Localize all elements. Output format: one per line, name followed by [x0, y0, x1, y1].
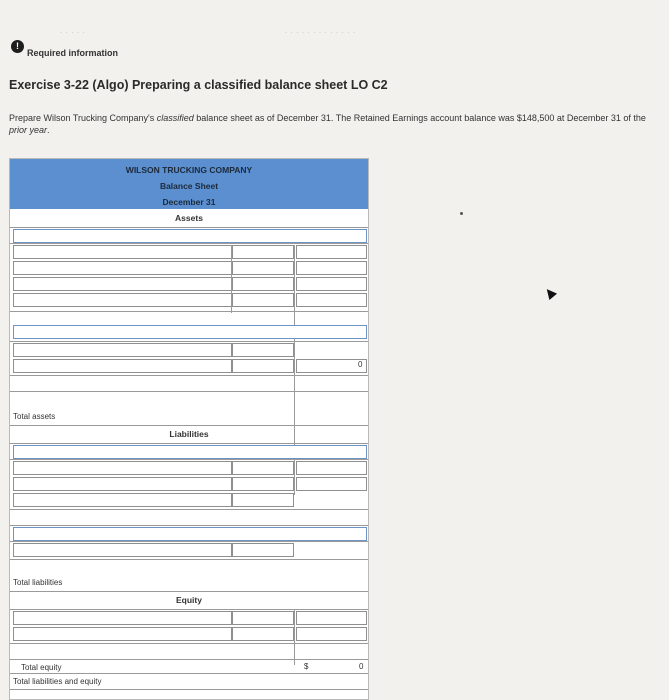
- total-equity-label: Total equity: [21, 663, 62, 672]
- liability-account-input[interactable]: [13, 543, 232, 557]
- asset-category-input[interactable]: [13, 229, 367, 243]
- liability-amount-input[interactable]: [232, 477, 294, 491]
- asset-amount-input[interactable]: [232, 359, 294, 373]
- liability-account-input[interactable]: [13, 493, 232, 507]
- row-divider: [10, 341, 368, 342]
- row-divider: [10, 659, 368, 660]
- liability-amount-input[interactable]: [232, 461, 294, 475]
- exercise-title: Exercise 3-22 (Algo) Preparing a classified balance sheet LO C2: [9, 78, 388, 92]
- total-assets-label: Total assets: [13, 412, 56, 421]
- required-information-label[interactable]: Required information: [27, 48, 119, 58]
- row-divider: [10, 673, 368, 674]
- row-divider: [10, 609, 368, 610]
- row-divider: [10, 443, 368, 444]
- column-divider: [231, 245, 232, 313]
- statement-name: Balance Sheet: [159, 181, 219, 191]
- total-liabilities-label: Total liabilities: [13, 578, 63, 587]
- row-divider: [10, 391, 368, 392]
- row-divider: [10, 459, 368, 460]
- liability-account-input[interactable]: [13, 461, 232, 475]
- row-divider: [10, 559, 368, 560]
- liabilities-heading: Liabilities: [169, 429, 209, 439]
- equity-account-input[interactable]: [13, 627, 232, 641]
- equity-heading: Equity: [176, 595, 202, 605]
- equity-amount-input[interactable]: [232, 627, 294, 641]
- asset-total-input[interactable]: [296, 277, 367, 291]
- statement-date: December 31: [162, 197, 216, 207]
- row-divider: [10, 227, 368, 228]
- row-divider: [10, 375, 368, 376]
- total-liabilities-equity-label: Total liabilities and equity: [13, 677, 102, 686]
- assets-subtotal-value: 0: [358, 360, 363, 369]
- liability-category-input[interactable]: [13, 445, 367, 459]
- exercise-prompt: Prepare Wilson Trucking Company's classified balance sheet as of December 31. The Retained Earnings account balance was $148,500 at December 31 of the prior year.: [9, 113, 646, 135]
- faded-header-text-right: · · · · · · · · · · · · ·: [285, 30, 356, 36]
- asset-total-input[interactable]: [296, 293, 367, 307]
- asset-category-input[interactable]: [13, 325, 367, 339]
- assets-heading: Assets: [175, 213, 203, 223]
- liability-account-input[interactable]: [13, 477, 232, 491]
- row-divider: [10, 689, 368, 690]
- asset-account-input[interactable]: [13, 359, 232, 373]
- asset-amount-input[interactable]: [232, 277, 294, 291]
- asset-account-input[interactable]: [13, 343, 232, 357]
- asset-amount-input[interactable]: [232, 261, 294, 275]
- stray-mark: [460, 212, 463, 215]
- total-liabilities-equity-currency: $: [304, 662, 309, 671]
- liability-total-input[interactable]: [296, 477, 367, 491]
- row-divider: [10, 541, 368, 542]
- liability-amount-input[interactable]: [232, 543, 294, 557]
- equity-total-input[interactable]: [296, 611, 367, 625]
- row-divider: [10, 591, 368, 592]
- asset-total-input[interactable]: [296, 261, 367, 275]
- info-circle-icon: !: [11, 40, 24, 53]
- row-divider: [10, 525, 368, 526]
- equity-account-input[interactable]: [13, 611, 232, 625]
- asset-amount-input[interactable]: [232, 293, 294, 307]
- company-name: WILSON TRUCKING COMPANY: [125, 165, 253, 175]
- asset-amount-input[interactable]: [232, 245, 294, 259]
- asset-account-input[interactable]: [13, 245, 232, 259]
- balance-sheet-form: [9, 158, 369, 700]
- column-divider: [294, 609, 295, 665]
- equity-amount-input[interactable]: [232, 611, 294, 625]
- asset-account-input[interactable]: [13, 277, 232, 291]
- row-divider: [10, 243, 368, 244]
- row-divider: [10, 425, 368, 426]
- equity-total-input[interactable]: [296, 627, 367, 641]
- asset-amount-input[interactable]: [232, 343, 294, 357]
- liability-total-input[interactable]: [296, 461, 367, 475]
- mouse-cursor-icon: [543, 286, 557, 300]
- faded-header-text: · · · · ·: [60, 30, 86, 36]
- asset-total-input[interactable]: [296, 359, 367, 373]
- asset-account-input[interactable]: [13, 293, 232, 307]
- asset-total-input[interactable]: [296, 245, 367, 259]
- total-liabilities-equity-value: 0: [359, 662, 364, 671]
- row-divider: [10, 509, 368, 510]
- liability-amount-input[interactable]: [232, 493, 294, 507]
- row-divider: [10, 311, 368, 312]
- asset-account-input[interactable]: [13, 261, 232, 275]
- row-divider: [10, 643, 368, 644]
- liability-category-input[interactable]: [13, 527, 367, 541]
